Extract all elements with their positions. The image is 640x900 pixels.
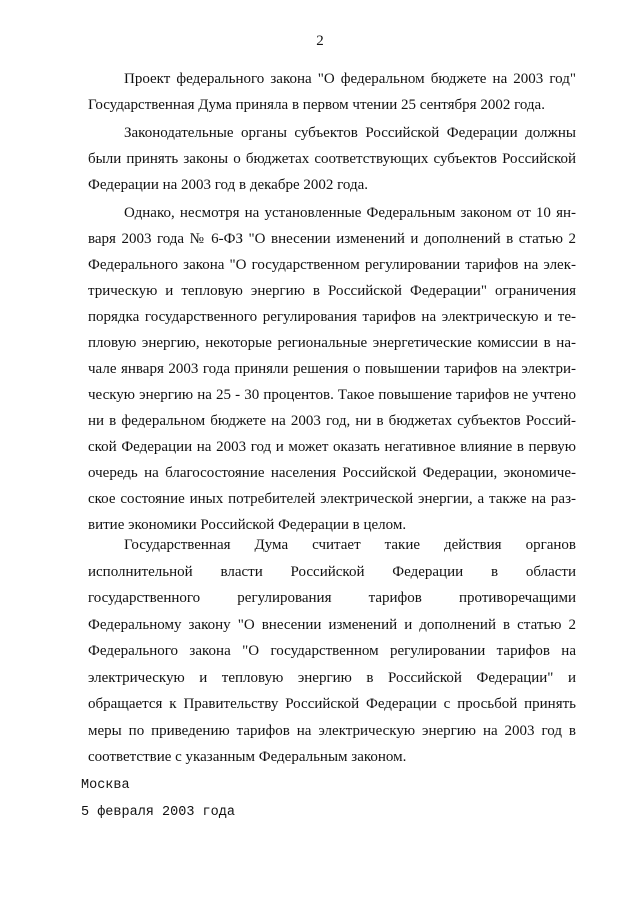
- text-line: Федерального закона "О государственном регулировании тарифов на элек-: [88, 257, 576, 273]
- text-line: Федерального закона "О государственном регулировании тарифов на: [88, 643, 576, 659]
- paragraph-tariff-increase: [88, 200, 576, 538]
- text-line: порядка государственного регулирования тарифов на электрическую и те-: [88, 309, 576, 325]
- text-line: чале января 2003 года приняли решения о повышении тарифов на электри-: [88, 361, 576, 377]
- text-line: Федеральному закону "О внесении изменений и дополнений в статью 2: [88, 616, 576, 633]
- paragraph-duma-appeal: [88, 532, 576, 771]
- signature-city: Москва: [81, 778, 130, 793]
- text-line: государственного регулирования тарифов противоречащими: [88, 590, 576, 606]
- text-line: ческую энергию на 25 - 30 процентов. Такое повышение тарифов не учтено: [88, 387, 576, 403]
- signature-date: 5 февраля 2003 года: [81, 805, 235, 820]
- text-line: Проект федерального закона "О федеральном бюджете на 2003 год": [124, 71, 576, 87]
- text-line: Федерации на 2003 год в декабре 2002 года.: [88, 177, 369, 193]
- text-line: меры по приведению тарифов на электрическую энергию на 2003 год в: [88, 722, 576, 739]
- paragraph-draft-law: [88, 66, 576, 118]
- text-line: Государственная Дума приняла в первом чтении 25 сентября 2002 года.: [88, 97, 545, 113]
- text-line: исполнительной власти Российской Федерации в области: [88, 563, 576, 580]
- text-line: Однако, несмотря на установленные Федеральным законом от 10 ян-: [124, 205, 576, 221]
- paragraph-regional-budgets: [88, 120, 576, 198]
- text-line: трическую и тепловую энергию в Российской Федерации" ограничения: [88, 283, 576, 299]
- page-number: 2: [316, 33, 324, 49]
- text-line: пловую энергию, некоторые региональные энергетические комиссии в на-: [88, 335, 576, 351]
- text-line: были принять законы о бюджетах соответствующих субъектов Российской: [88, 151, 576, 167]
- text-line: варя 2003 года № 6-ФЗ "О внесении изменений и дополнений в статью 2: [88, 231, 576, 247]
- text-line: Государственная Дума считает такие действия органов: [124, 537, 576, 553]
- text-line: соответствие с указанным Федеральным законом.: [88, 749, 407, 765]
- text-line: ское состояние иных потребителей электрической энергии, а также на раз-: [88, 491, 576, 507]
- text-line: витие экономики Российской Федерации в целом.: [88, 517, 407, 533]
- text-line: Законодательные органы субъектов Российской Федерации должны: [124, 125, 576, 141]
- text-line: ской Федерации на 2003 год и может оказать негативное влияние в первую: [88, 439, 576, 455]
- text-line: очередь на благосостояние населения Российской Федерации, экономиче-: [88, 465, 576, 481]
- text-line: ни в федеральном бюджете на 2003 год, ни в бюджетах субъектов Россий-: [88, 413, 576, 429]
- text-line: обращается к Правительству Российской Федерации с просьбой принять: [88, 696, 576, 712]
- text-line: электрическую и тепловую энергию в Российской Федерации" и: [88, 669, 576, 686]
